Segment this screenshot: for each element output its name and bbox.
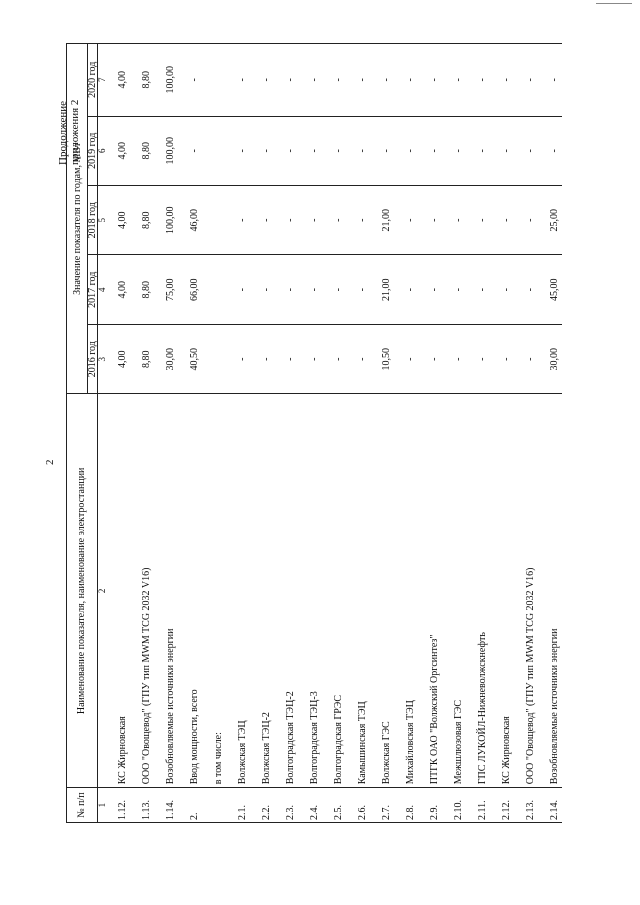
header-year: 2020 год [88, 44, 98, 117]
row-name: Волжская ГЭС [370, 394, 394, 788]
row-value: - [466, 324, 490, 393]
row-value [202, 186, 226, 255]
row-number: 2.6. [346, 788, 370, 823]
row-value: 66,00 [178, 255, 202, 324]
row-name: Ввод мощности, всего [178, 394, 202, 788]
row-value: - [250, 186, 274, 255]
row-value: 8,80 [130, 255, 154, 324]
header-year: 2017 год [88, 255, 98, 324]
row-value: - [514, 255, 538, 324]
table-row [346, 44, 370, 823]
header-colnum: 3 [98, 324, 107, 393]
row-name: Волгоградская ГРЭС [322, 394, 346, 788]
table-row [202, 44, 226, 823]
header-name: Наименование показателя, наименование электростанции [67, 394, 98, 788]
row-value [202, 44, 226, 117]
row-value: - [274, 116, 298, 185]
row-value: 4,00 [106, 324, 130, 393]
row-value: - [322, 44, 346, 117]
row-value: - [346, 324, 370, 393]
row-value: 100,00 [154, 116, 178, 185]
row-value: - [274, 324, 298, 393]
row-value: 21,00 [370, 255, 394, 324]
row-value: 8,80 [130, 324, 154, 393]
row-value: - [178, 44, 202, 117]
table-body [106, 44, 562, 823]
row-name: в том числе: [202, 394, 226, 788]
row-name: ПТГК ОАО "Волжский Оргсинтез" [418, 394, 442, 788]
row-value: - [298, 255, 322, 324]
row-value: 45,00 [538, 255, 562, 324]
row-name: Волгоградская ТЭЦ-3 [298, 394, 322, 788]
row-value: 4,00 [106, 255, 130, 324]
row-value: - [226, 44, 250, 117]
row-value: - [274, 255, 298, 324]
header-colnum: 5 [98, 186, 107, 255]
row-value: - [514, 116, 538, 185]
row-value: - [298, 116, 322, 185]
table-row [442, 44, 466, 823]
row-number: 2.3. [274, 788, 298, 823]
table-row [538, 44, 562, 823]
row-number: 1.13. [130, 788, 154, 823]
row-name: КС Жирновская [490, 394, 514, 788]
row-value: 46,00 [178, 186, 202, 255]
table-row [298, 44, 322, 823]
row-number: 2.8. [394, 788, 418, 823]
row-name: ООО "Овощевод" (ГПУ тип MWM TCG 2032 V16) [514, 394, 538, 788]
row-number: 2.10. [442, 788, 466, 823]
row-name: ООО "Овощевод" (ГПУ тип MWM TCG 2032 V16) [130, 394, 154, 788]
row-name: Михайловская ТЭЦ [394, 394, 418, 788]
row-value: - [274, 44, 298, 117]
row-value: - [322, 116, 346, 185]
row-value: - [514, 186, 538, 255]
row-number: 2.2. [250, 788, 274, 823]
row-name: Волжская ТЭЦ-2 [250, 394, 274, 788]
row-value: - [442, 255, 466, 324]
row-value: 8,80 [130, 186, 154, 255]
table-row [274, 44, 298, 823]
table-row [394, 44, 418, 823]
table-row [418, 44, 442, 823]
row-value [202, 324, 226, 393]
row-value: - [346, 186, 370, 255]
row-value: - [298, 324, 322, 393]
row-value: 100,00 [154, 44, 178, 117]
row-value: 10,50 [370, 324, 394, 393]
row-value: - [418, 116, 442, 185]
row-name: Волжская ТЭЦ [226, 394, 250, 788]
data-table [66, 43, 562, 823]
row-value: 4,00 [106, 186, 130, 255]
row-value: - [466, 116, 490, 185]
row-value: - [226, 116, 250, 185]
row-value: - [322, 324, 346, 393]
row-value: - [250, 255, 274, 324]
header-colnum: 2 [98, 394, 107, 788]
header-colnum: 7 [98, 44, 107, 117]
row-value: - [370, 116, 394, 185]
header-colnum: 1 [98, 788, 107, 823]
row-number: 2.1. [226, 788, 250, 823]
header-year: 2018 год [88, 186, 98, 255]
header-colnum: 6 [98, 116, 107, 185]
row-value: 30,00 [154, 324, 178, 393]
table-row [490, 44, 514, 823]
table-row [154, 44, 178, 823]
header-values-group: Значение показателя по годам, МВт [67, 44, 88, 394]
row-number: 2.12. [490, 788, 514, 823]
row-number: 2.5. [322, 788, 346, 823]
row-value: 25,00 [538, 186, 562, 255]
row-name: Камышинская ТЭЦ [346, 394, 370, 788]
row-value: 8,80 [130, 116, 154, 185]
row-number: 2. [178, 788, 202, 823]
row-value: - [178, 116, 202, 185]
row-number: 2.14. [538, 788, 562, 823]
row-value: 8,80 [130, 44, 154, 117]
table-row [178, 44, 202, 823]
row-number: 2.9. [418, 788, 442, 823]
row-value: - [514, 44, 538, 117]
row-value: - [394, 255, 418, 324]
row-value: - [466, 186, 490, 255]
row-number: 2.11. [466, 788, 490, 823]
row-value: - [322, 255, 346, 324]
row-value: - [250, 324, 274, 393]
row-value: - [226, 324, 250, 393]
row-value: - [346, 116, 370, 185]
row-value [202, 116, 226, 185]
row-value: - [466, 44, 490, 117]
row-value: - [394, 116, 418, 185]
row-value: - [298, 44, 322, 117]
row-value: - [538, 44, 562, 117]
row-value: - [490, 116, 514, 185]
header-num: № п/п [67, 788, 98, 823]
table-row [322, 44, 346, 823]
row-number: 2.7. [370, 788, 394, 823]
row-name: ГПС ЛУКОЙЛ-Нижневолжскнефть [466, 394, 490, 788]
row-value: - [370, 44, 394, 117]
row-value: - [490, 324, 514, 393]
row-value: - [226, 186, 250, 255]
page-number: 2 [44, 459, 56, 465]
table-row [130, 44, 154, 823]
row-value: - [250, 116, 274, 185]
row-value: - [538, 116, 562, 185]
row-value: - [490, 255, 514, 324]
row-number: 1.14. [154, 788, 178, 823]
row-value: - [442, 116, 466, 185]
row-value: - [250, 44, 274, 117]
table-row [466, 44, 490, 823]
row-value: 4,00 [106, 44, 130, 117]
table-row [250, 44, 274, 823]
row-value: 75,00 [154, 255, 178, 324]
row-number: 1.12. [106, 788, 130, 823]
row-value: - [346, 44, 370, 117]
row-value: - [490, 186, 514, 255]
row-value: - [274, 186, 298, 255]
row-name: Возобновляемые источники энергии [154, 394, 178, 788]
header-year: 2019 год [88, 116, 98, 185]
row-value: - [298, 186, 322, 255]
row-value: - [418, 255, 442, 324]
row-number: 2.4. [298, 788, 322, 823]
row-value: - [442, 44, 466, 117]
header-colnum: 4 [98, 255, 107, 324]
row-value: - [394, 186, 418, 255]
table-row [370, 44, 394, 823]
row-name: КС Жирновская [106, 394, 130, 788]
row-value: - [442, 324, 466, 393]
row-value: - [418, 186, 442, 255]
row-value: 40,50 [178, 324, 202, 393]
row-value: - [418, 44, 442, 117]
row-value: 21,00 [370, 186, 394, 255]
row-value: - [394, 44, 418, 117]
row-value: - [490, 44, 514, 117]
row-value: - [514, 324, 538, 393]
table-row [106, 44, 130, 823]
row-number: 2.13. [514, 788, 538, 823]
row-value: - [418, 324, 442, 393]
row-value: - [394, 324, 418, 393]
header-year: 2016 год [88, 324, 98, 393]
row-value: 100,00 [154, 186, 178, 255]
row-value: - [466, 255, 490, 324]
row-value [202, 255, 226, 324]
row-value: - [322, 186, 346, 255]
row-value: 4,00 [106, 116, 130, 185]
row-number [202, 788, 226, 823]
continuation-caption: Продолжение приложения 2 [57, 99, 81, 165]
table-row [514, 44, 538, 823]
row-value: - [226, 255, 250, 324]
table-row [226, 44, 250, 823]
row-value: 30,00 [538, 324, 562, 393]
row-value: - [442, 186, 466, 255]
row-name: Возобновляемые источники энергии [538, 394, 562, 788]
row-name: Волгоградская ТЭЦ-2 [274, 394, 298, 788]
row-value: - [346, 255, 370, 324]
row-name: Межшлюзовая ГЭС [442, 394, 466, 788]
